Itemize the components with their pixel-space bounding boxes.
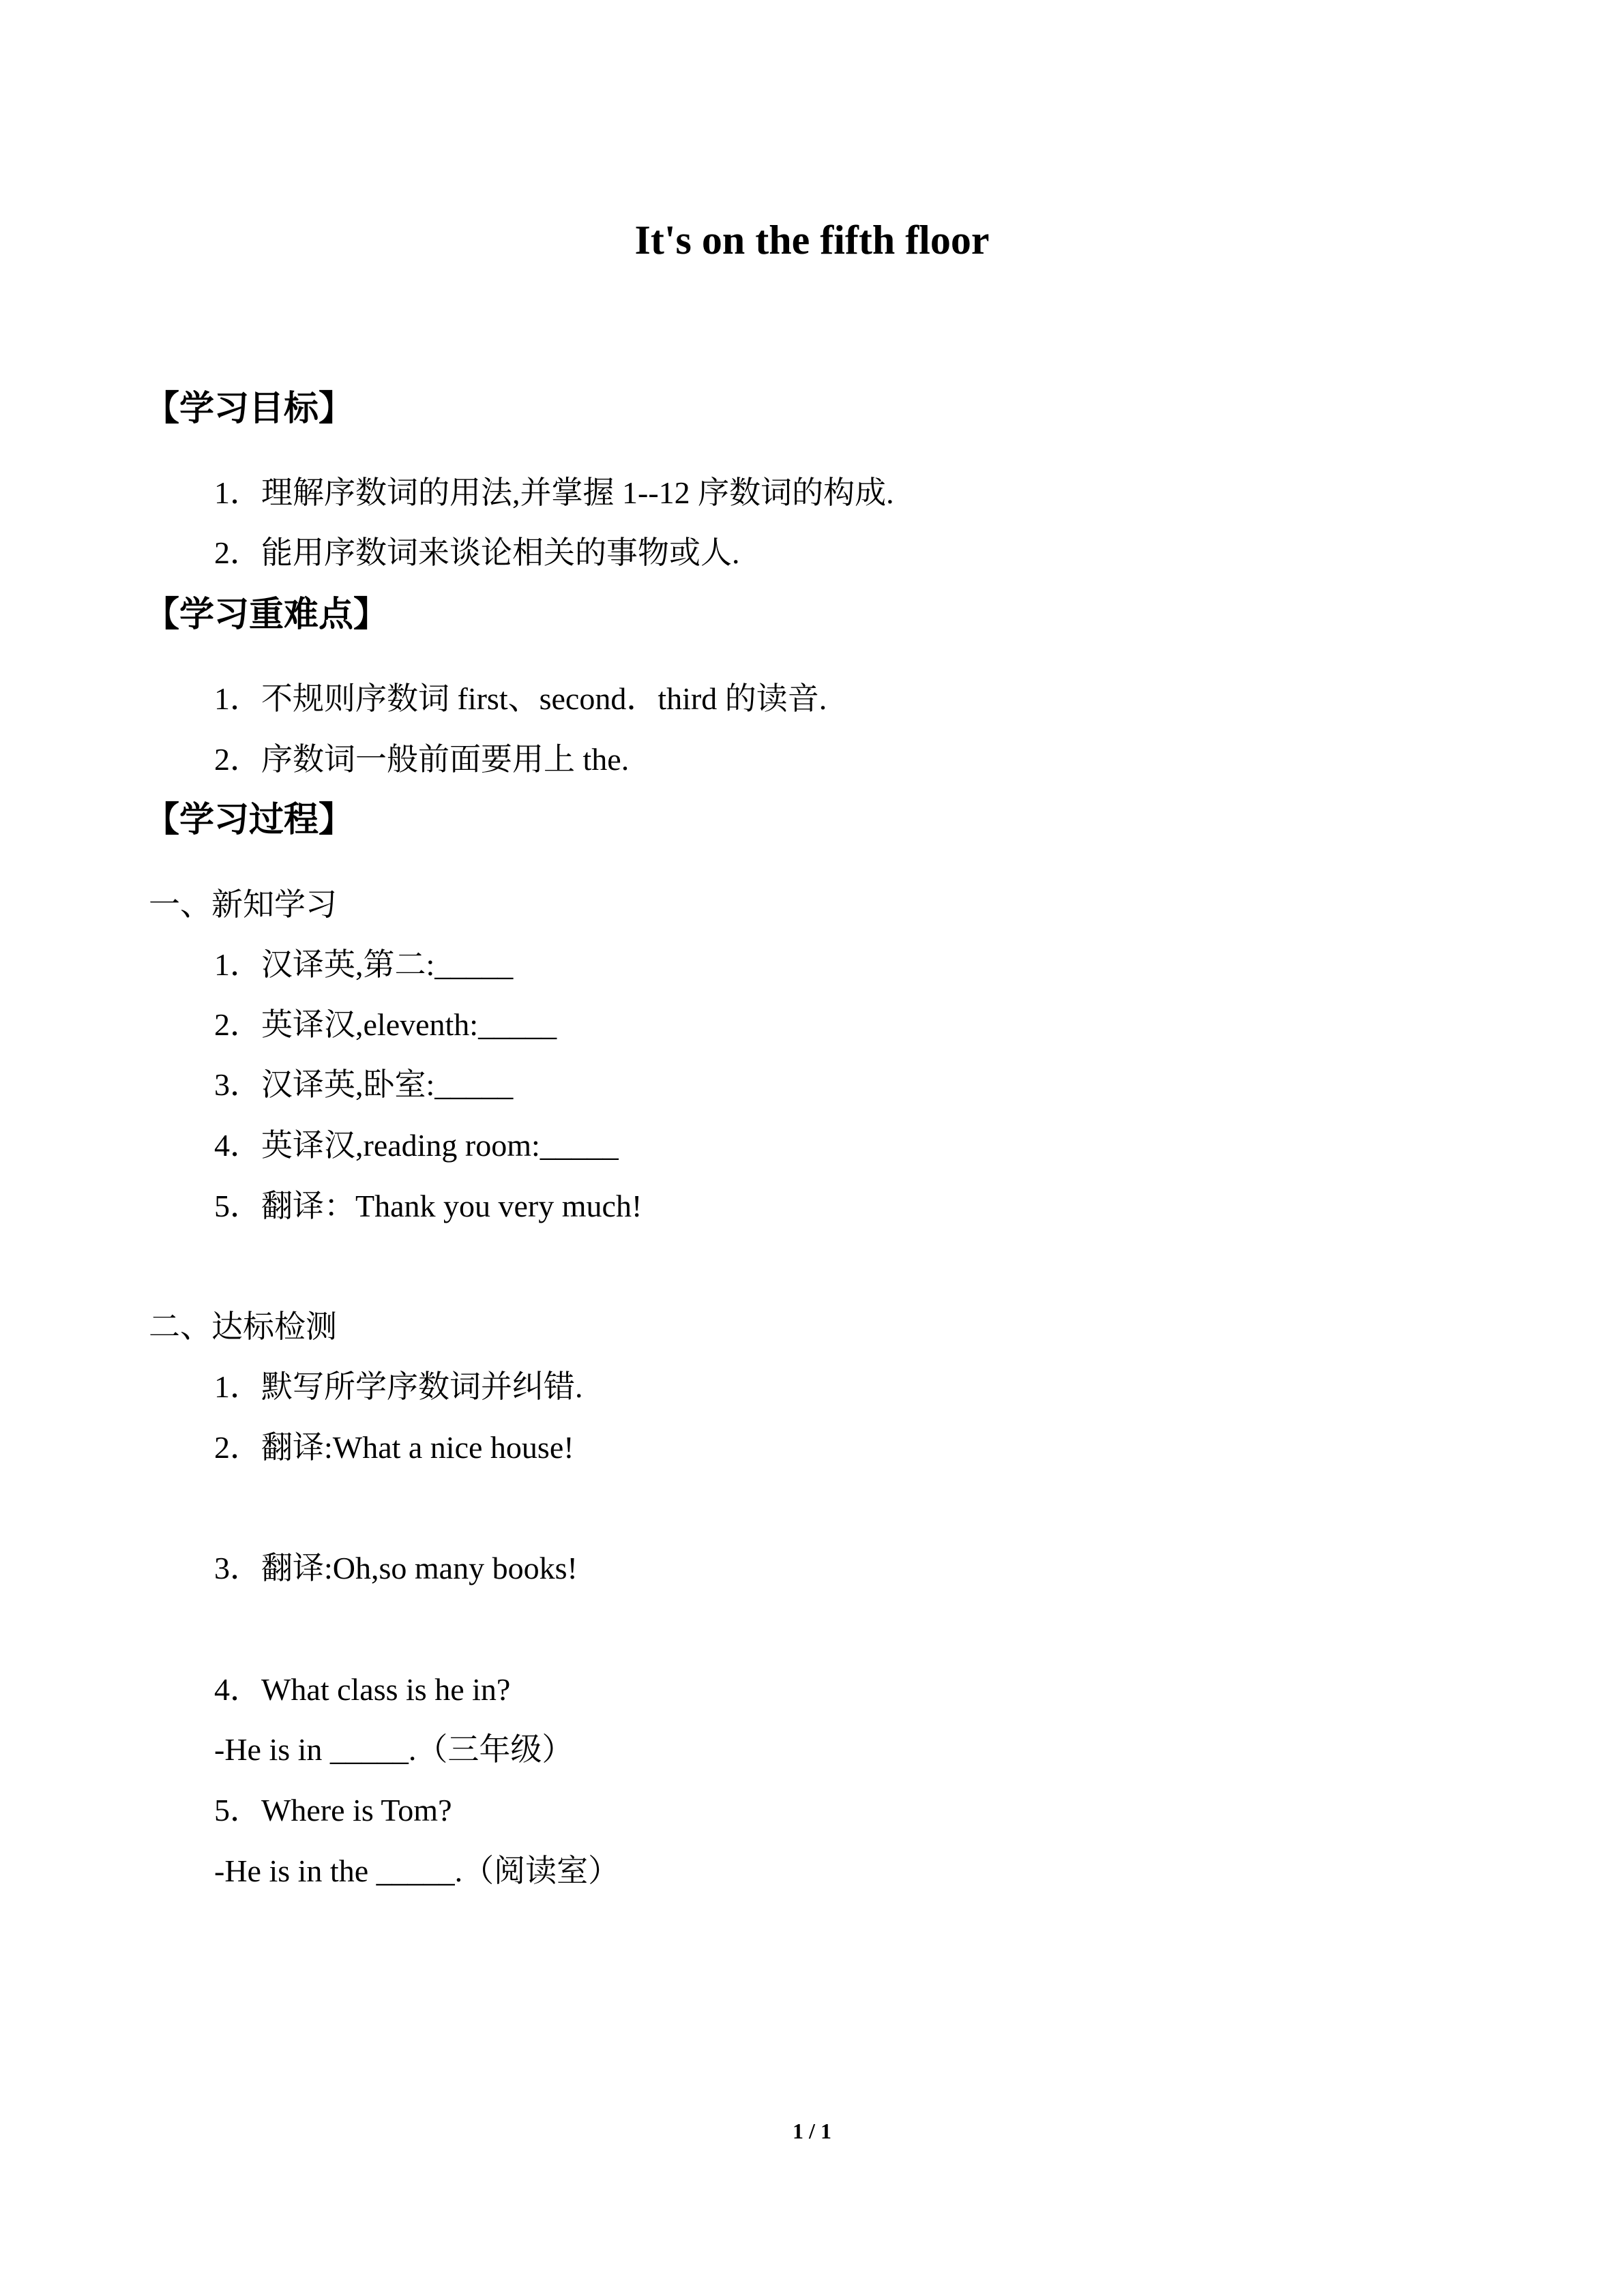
- key-points-heading: 【学习重难点】: [145, 595, 389, 635]
- part2-item-4: 4．What class is he in?: [214, 1672, 511, 1707]
- part2-item-5: 5．Where is Tom?: [214, 1793, 452, 1828]
- document-title: It's on the fifth floor: [634, 218, 990, 263]
- page-number: 1 / 1: [793, 2119, 831, 2143]
- goal-item-2: 2．能用序数词来谈论相关的事物或人.: [214, 535, 740, 570]
- part1-item-2: 2．英译汉,eleventh:_____: [214, 1007, 557, 1042]
- goals-heading: 【学习目标】: [145, 389, 354, 429]
- part2-label: 二、达标检测: [149, 1309, 337, 1344]
- part1-item-3: 3．汉译英,卧室:_____: [214, 1067, 514, 1102]
- part2-item-1: 1．默写所学序数词并纠错.: [214, 1369, 583, 1404]
- part2-item-3: 3．翻译:Oh,so many books!: [214, 1551, 578, 1585]
- part1-item-4: 4．英译汉,reading room:_____: [214, 1128, 619, 1163]
- part1-item-5: 5．翻译：Thank you very much!: [214, 1189, 643, 1223]
- goal-item-1: 1．理解序数词的用法,并掌握 1--12 序数词的构成.: [214, 475, 894, 510]
- process-heading: 【学习过程】: [145, 800, 354, 840]
- part2-item-2: 2．翻译:What a nice house!: [214, 1430, 574, 1465]
- part1-item-1: 1．汉译英,第二:_____: [214, 947, 514, 982]
- key-point-item-1: 1．不规则序数词 first、second．third 的读音.: [214, 681, 827, 716]
- part2-answer-4: -He is in _____.（三年级）: [214, 1732, 574, 1767]
- part1-label: 一、新知学习: [149, 887, 337, 922]
- key-point-item-2: 2．序数词一般前面要用上 the.: [214, 742, 630, 777]
- part2-answer-5: -He is in the _____.（阅读室）: [214, 1853, 620, 1888]
